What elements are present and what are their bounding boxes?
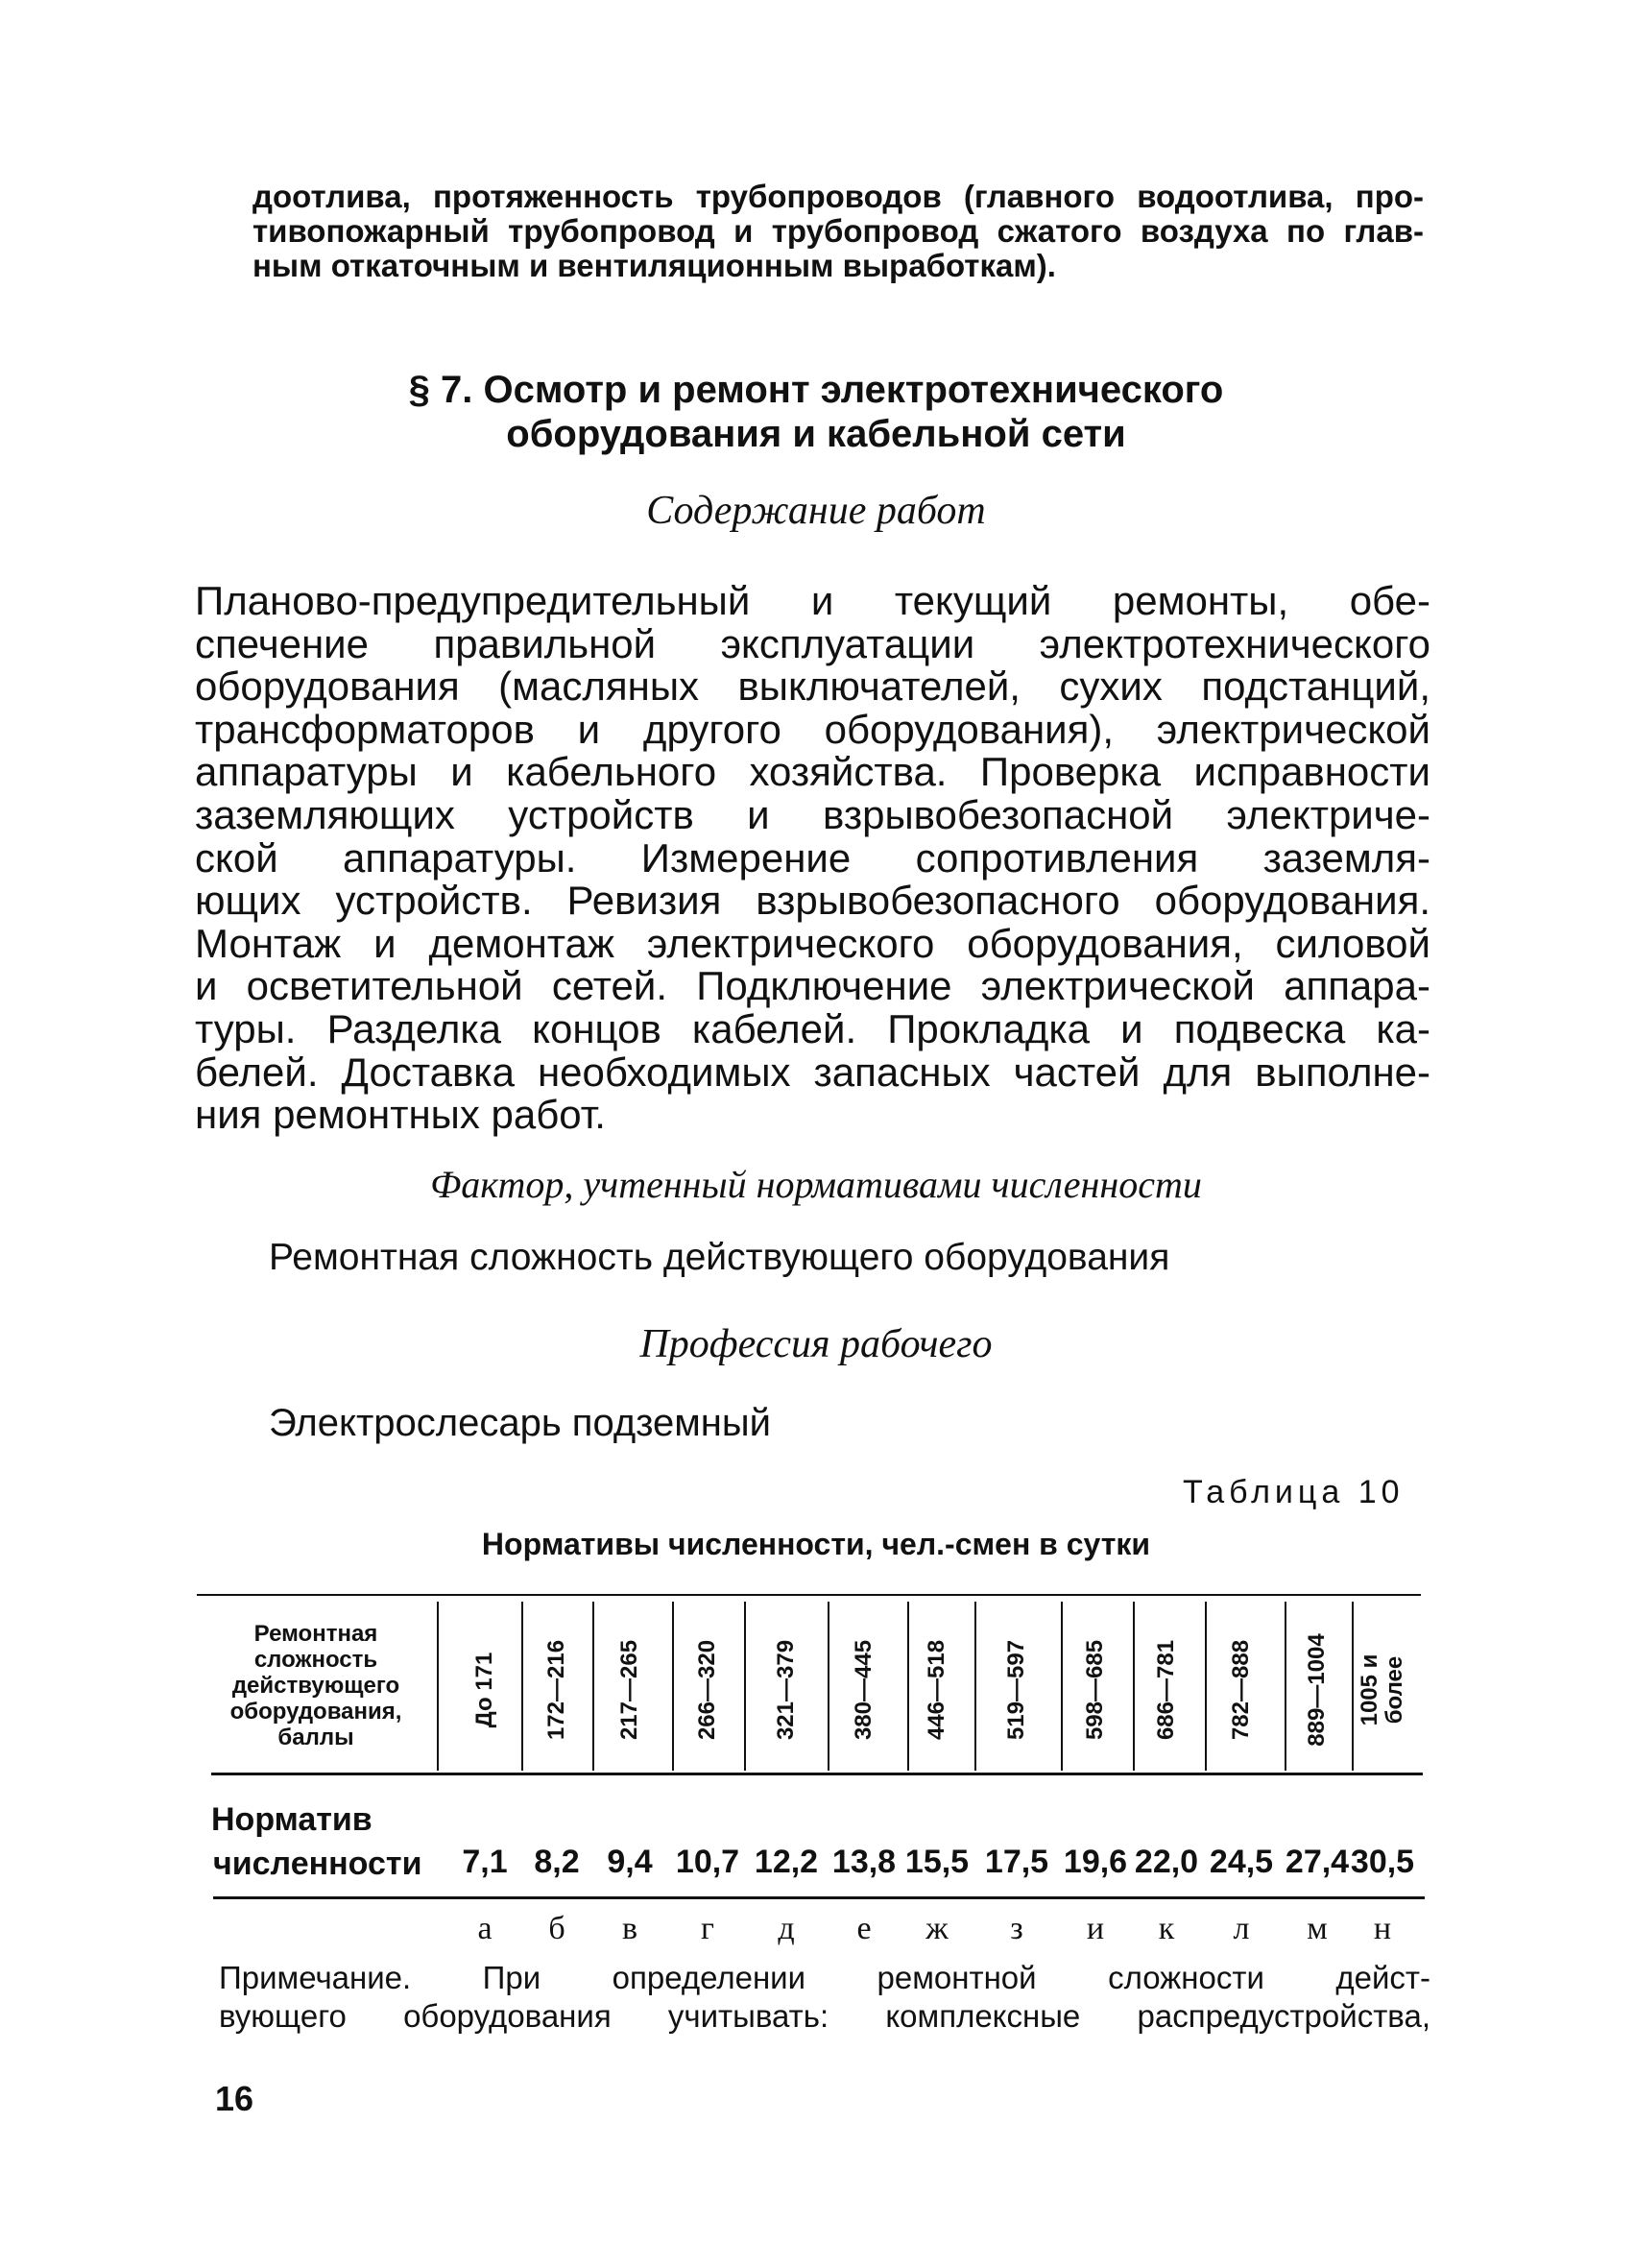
column-letter: б <box>548 1911 565 1946</box>
row-header-line: баллы <box>277 1725 354 1750</box>
column-divider <box>828 1602 829 1771</box>
content-line: трансформаторов и другого оборудования), электрической <box>195 706 1430 752</box>
column-divider <box>1285 1602 1286 1771</box>
column-header: 380—445 <box>851 1639 877 1741</box>
norm-value: 10,7 <box>675 1844 740 1880</box>
content-line: ской аппаратуры. Измерение сопротивления заземля- <box>195 834 1430 881</box>
column-letter: к <box>1158 1911 1175 1946</box>
norm-value: 9,4 <box>607 1844 653 1880</box>
column-divider <box>1133 1602 1135 1771</box>
column-divider <box>592 1602 594 1771</box>
intro-line-3: ным откаточным и вентиляционным выработкам). <box>252 248 1056 283</box>
row-header-line: Ремонтная <box>253 1621 378 1647</box>
content-line: и осветительной сетей. Подключение электрической аппара- <box>195 963 1430 1009</box>
content-line: Монтаж и демонтаж электрического оборудования, силовой <box>195 920 1430 966</box>
norm-value: 19,6 <box>1063 1844 1128 1880</box>
column-letter: е <box>856 1911 872 1946</box>
column-letter: м <box>1307 1911 1328 1946</box>
norm-value: 27,4 <box>1285 1844 1350 1880</box>
column-header: 321—379 <box>773 1639 799 1741</box>
note-line-2: вующего оборудования учитывать: комплексные распредустройства, <box>219 1998 1430 2034</box>
profession-heading: Профессия рабочего <box>639 1322 993 1366</box>
column-letter: г <box>701 1911 714 1946</box>
page-number: 16 <box>215 2079 254 2118</box>
column-header: 782—888 <box>1228 1639 1254 1741</box>
norm-value: 13,8 <box>831 1844 897 1880</box>
table-top-rule <box>197 1594 1421 1596</box>
column-divider <box>1352 1602 1354 1771</box>
column-letter: а <box>477 1911 493 1946</box>
profession-text: Электрослесарь подземный <box>269 1402 771 1444</box>
content-line: ющих устройств. Ревизия взрывобезопасного оборудования. <box>195 878 1430 924</box>
section-heading-line-1: § 7. Осмотр и ремонт электротехнического <box>408 369 1224 411</box>
column-letter: д <box>778 1911 795 1946</box>
column-divider <box>437 1602 439 1771</box>
factor-text: Ремонтная сложность действующего оборудования <box>269 1237 1170 1278</box>
column-header: 266—320 <box>694 1639 720 1741</box>
factor-heading: Фактор, учтенный нормативами численности <box>430 1163 1202 1206</box>
column-header: 217—265 <box>616 1639 642 1741</box>
content-line: заземляющих устройств и взрывобезопасной электриче- <box>195 792 1430 837</box>
row-header-line: оборудования, <box>229 1699 402 1725</box>
column-letter: в <box>621 1911 638 1946</box>
content-line: аппаратуры и кабельного хозяйства. Проверка исправности <box>195 749 1430 795</box>
column-divider <box>907 1602 909 1771</box>
column-divider <box>974 1602 976 1771</box>
column-header: 1005 и более <box>1357 1653 1407 1726</box>
row-header-line: действующего <box>231 1673 400 1699</box>
column-letter: л <box>1233 1911 1250 1946</box>
column-divider <box>1205 1602 1207 1771</box>
content-line: спечение правильной эксплуатации электротехнического <box>195 620 1430 666</box>
content-line: оборудования (масляных выключателей, сухих подстанций, <box>195 664 1430 710</box>
column-header: 686—781 <box>1153 1639 1179 1741</box>
column-header: 172—216 <box>543 1639 569 1741</box>
content-line: ния ремонтных работ. <box>195 1092 606 1138</box>
column-header: 446—518 <box>924 1639 949 1741</box>
norm-value: 24,5 <box>1209 1844 1274 1880</box>
table-title: Нормативы численности, чел.-смен в сутки <box>481 1527 1151 1561</box>
note-line-1: Примечание. При определении ремонтной сложности дейст- <box>219 1960 1430 1995</box>
table-label: Таблица 10 <box>1183 1474 1405 1510</box>
column-divider <box>744 1602 746 1771</box>
table-bottom-rule <box>213 1896 1425 1899</box>
row-header <box>197 1621 435 1750</box>
content-heading: Содержание работ <box>646 489 986 533</box>
norm-value: 15,5 <box>904 1844 970 1880</box>
column-divider <box>521 1602 523 1771</box>
norm-label-line-1: Норматив <box>211 1801 372 1838</box>
column-letter: н <box>1373 1911 1392 1946</box>
column-divider <box>1061 1602 1063 1771</box>
column-letter: з <box>1010 1911 1023 1946</box>
column-header: 598—685 <box>1082 1639 1108 1741</box>
norm-value: 8,2 <box>534 1844 580 1880</box>
content-line: туры. Разделка концов кабелей. Прокладка и подвеска ка- <box>195 1006 1430 1051</box>
row-header-line: сложность <box>253 1647 378 1673</box>
norm-value: 12,2 <box>754 1844 819 1880</box>
norm-value: 30,5 <box>1350 1844 1415 1880</box>
column-header: 889—1004 <box>1304 1633 1330 1747</box>
column-letter: ж <box>925 1911 949 1946</box>
column-divider <box>672 1602 674 1771</box>
column-header: До 171 <box>471 1652 497 1728</box>
content-line: Планово-предупредительный и текущий ремонты, обе- <box>195 578 1430 623</box>
intro-line-1: доотлива, протяженность трубопроводов (главного водоотлива, про- <box>252 179 1424 214</box>
section-heading-line-2: оборудования и кабельной сети <box>506 413 1126 455</box>
column-header: 519—597 <box>1003 1639 1029 1741</box>
norm-value: 7,1 <box>462 1844 508 1880</box>
intro-line-2: тивопожарный трубопровод и трубопровод сжатого воздуха по глав- <box>252 213 1424 249</box>
column-letter: и <box>1086 1911 1105 1946</box>
norm-value: 17,5 <box>984 1844 1049 1880</box>
norm-value: 22,0 <box>1134 1844 1199 1880</box>
table-header-rule <box>211 1773 1423 1775</box>
content-line: белей. Доставка необходимых запасных частей для выполне- <box>195 1049 1430 1095</box>
norm-label-line-2: численности <box>213 1846 422 1882</box>
